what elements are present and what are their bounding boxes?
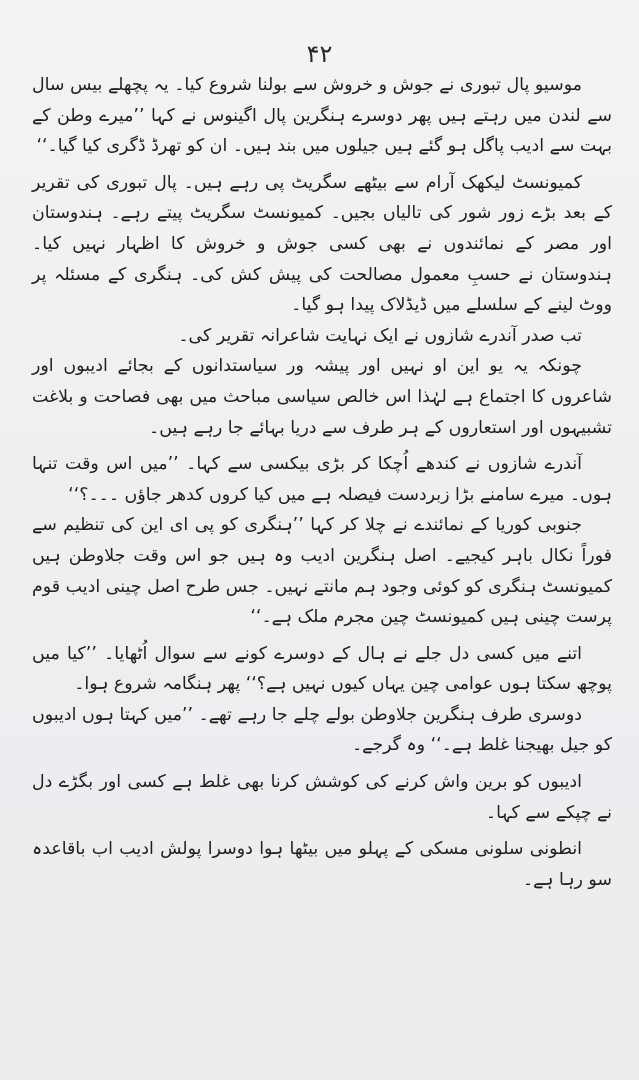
paragraph-4: چونکہ یہ یو این او نہیں اور پیشہ ور سیاستدانوں کے بجائے ادیبوں اور شاعروں کا اجتماع ہے لہٰذا اس خالص سیاسی مباحث میں بھی فصاحت و بلاغت تشبیہوں اور استعاروں کے ہر طرف سے دریا بہائے جا رہے ہیں۔: [32, 356, 612, 438]
paragraph-2: کمیونسٹ لیکھک آرام سے بیٹھے سگریٹ پی رہے ہیں۔ پال تبوری کی تقریر کے بعد بڑے زور شور کی تالیاں بجیں۔ کمیونسٹ سگریٹ پیتے رہے۔ ہندوستان اور مصر کے نمائندوں نے بھی کسی جوش و خروش کا اظہار نہیں کیا۔ ہندوستان نے حسبِ معمول مصالحت کی پیش کش کی۔ ہنگری کے مسئلہ پر ووٹ لینے کے سلسلے میں ڈیڈلاک پیدا ہو گیا۔: [32, 172, 612, 316]
page-body-text: [32, 70, 612, 895]
paragraph-7: اتنے میں کسی دل جلے نے ہال کے دوسرے کونے سے سوال اُٹھایا۔ ’’کیا میں پوچھ سکتا ہوں عوامی چین یہاں کیوں نہیں ہے؟‘‘ پھر ہنگامہ شروع ہوا۔: [32, 643, 612, 695]
paragraph-10: انطونی سلونی مسکی کے پہلو میں بیٹھا ہوا دوسرا پولش ادیب اب باقاعدہ سو رہا ہے۔: [32, 839, 612, 890]
paragraph-1: موسیو پال تبوری نے جوش و خروش سے بولنا شروع کیا۔ یہ پچھلے بیس سال سے لندن میں رہتے ہیں پھر دوسرے ہنگرین پال اگینوس نے کہا ’’میرے وطن کے بہت سے ادیب پاگل ہو گئے ہیں جیلوں میں بند ہیں۔ ان کو تھرڈ ڈگری کیا گیا۔‘‘: [32, 75, 612, 157]
paragraph-9: ادیبوں کو برین واش کرنے کی کوشش کرنا بھی غلط ہے کسی اور بگڑے دل نے چپکے سے کہا۔: [32, 772, 612, 823]
paragraph-8: دوسری طرف ہنگرین جلاوطن بولے چلے جا رہے تھے۔ ’’میں کہتا ہوں ادیبوں کو جیل بھیجنا غلط ہے۔‘‘ وہ گرجے۔: [32, 704, 612, 756]
paragraph-5: آندرے شازوں نے کندھے اُچکا کر بڑی بیکسی سے کہا۔ ’’میں اس وقت تنہا ہوں۔ میرے سامنے بڑا زبردست فیصلہ ہے میں کیا کروں کدھر جاؤں ۔۔۔؟‘‘: [32, 454, 612, 505]
paragraph-3: تب صدر آندرے شازوں نے ایک نہایت شاعرانہ تقریر کی۔: [178, 325, 582, 346]
page-number: ۴۲: [306, 40, 333, 68]
paragraph-6: جنوبی کوریا کے نمائندے نے چلا کر کہا ’’ہنگری کو پی ای این کی تنظیم سے فوراً نکال باہر کیجیے۔ اصل ہنگرین ادیب وہ ہیں جو اس وقت جلاوطن ہیں کمیونسٹ ہنگری کو کوئی وجود ہم مانتے نہیں۔ جس طرح اصل چینی ادیب قوم پرست چینی ہیں کمیونسٹ چین مجرم ملک ہے۔‘‘: [32, 515, 612, 628]
